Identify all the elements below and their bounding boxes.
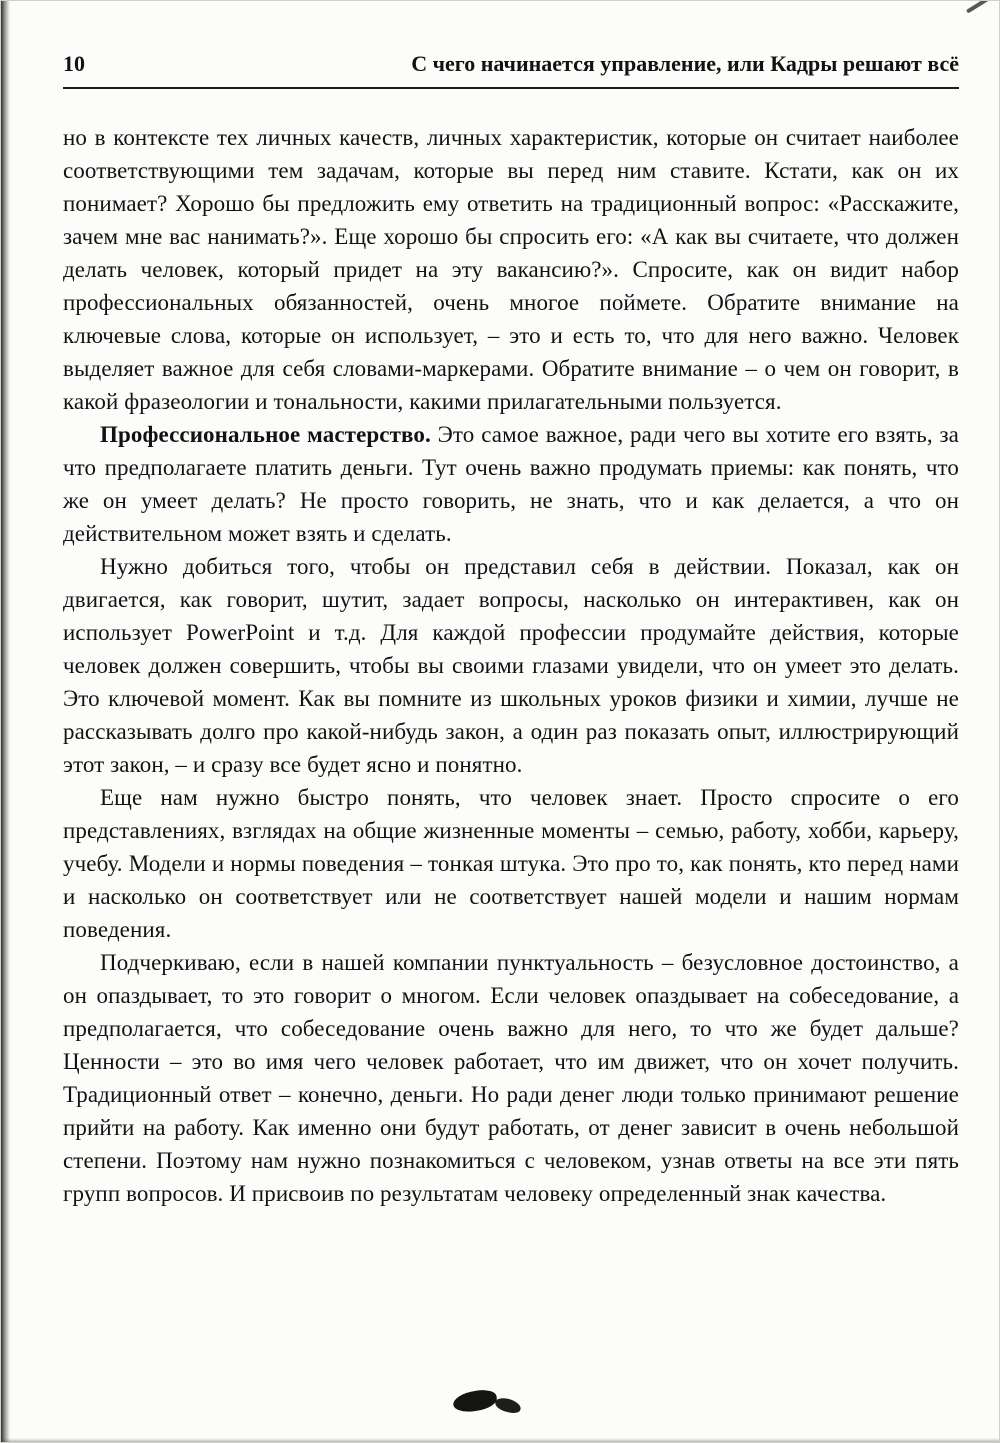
scan-ink-smudge	[494, 1396, 522, 1415]
scan-bottom-edge-shadow	[1, 1438, 999, 1442]
running-header	[63, 51, 959, 87]
paragraph-text: Подчеркиваю, если в нашей компании пунктуальность – безусловное достоинство, а он опаздывает, то это говорит о многом. Если человек опаздывает на собеседование, а предполагается, что собеседование очень важно для него, то что же будет дальше? Ценности – это во имя чего человек работает, что им движет, что он хочет получить. Традиционный ответ – конечно, деньги. Но ради денег люди только принимают решение прийти на работу. Как именно они будут работать, от денег зависит в очень небольшой степени. Поэтому нам нужно познакомиться с человеком, узнав ответы на все эти пять групп вопросов. И присвоив по результатам человеку определенный знак качества.	[63, 950, 959, 1206]
page-body-text	[63, 121, 959, 1210]
paragraph-text: но в контексте тех личных качеств, личных характеристик, которые он считает наиболее соответствующими тем задачам, которые вы перед ним ставите. Кстати, как он их понимает? Хорошо бы предложить ему ответить на традиционный вопрос: «Расскажите, зачем мне вас нанимать?». Еще хорошо бы спросить его: «А как вы считаете, что должен делать человек, который придет на эту вакансию?». Спросите, как он видит набор профессиональных обязанностей, очень многое поймете. Обратите внимание на ключевые слова, которые он использует, – это и есть то, что для него важно. Человек выделяет важное для себя словами-маркерами. Обратите внимание – о чем он говорит, в какой фразеологии и тональности, какими прилагательными пользуется.	[63, 125, 959, 414]
page-number: 10	[63, 51, 85, 76]
scan-spine-shadow	[1, 1, 10, 1442]
scan-corner-mark	[966, 0, 990, 14]
header-rule	[63, 87, 959, 89]
paragraph	[63, 550, 959, 781]
paragraph-text: Нужно добиться того, чтобы он представил себя в действии. Показал, как он двигается, как говорит, шутит, задает вопросы, насколько он интерактивен, как он использует PowerPoint и т.д. Для каждой профессии продумайте действия, которые человек должен совершить, чтобы вы своими глазами увидели, что он умеет это делать. Это ключевой момент. Как вы помните из школьных уроков физики и химии, лучше не рассказывать долго про какой-нибудь закон, а один раз показать опыт, иллюстрирующий этот закон, – и сразу все будет ясно и понятно.	[63, 554, 959, 777]
paragraph-text: Это самое важное, ради чего вы хотите его взять, за что предполагаете платить деньги. Тут очень важно продумать приемы: как понять, что же он умеет делать? Не просто говорить, не знать, что и как делается, а что он действительном может взять и сделать.	[63, 422, 959, 546]
paragraph	[63, 781, 959, 946]
paragraph	[63, 418, 959, 550]
running-header-title: С чего начинается управление, или Кадры решают всё	[411, 51, 959, 76]
paragraph-text: Еще нам нужно быстро понять, что человек знает. Просто спросите о его представлениях, взглядах на общие жизненные моменты – семью, работу, хобби, карьеру, учебу. Модели и нормы поведения – тонкая штука. Это про то, как понять, кто перед нами и насколько он соответствует или не соответствует нашей модели и нашим нормам поведения.	[63, 785, 959, 942]
paragraph	[63, 121, 959, 418]
paragraph-lead-bold: Профессиональное мастерство.	[100, 422, 431, 447]
paragraph	[63, 946, 959, 1210]
scan-ink-smudge	[452, 1388, 498, 1414]
